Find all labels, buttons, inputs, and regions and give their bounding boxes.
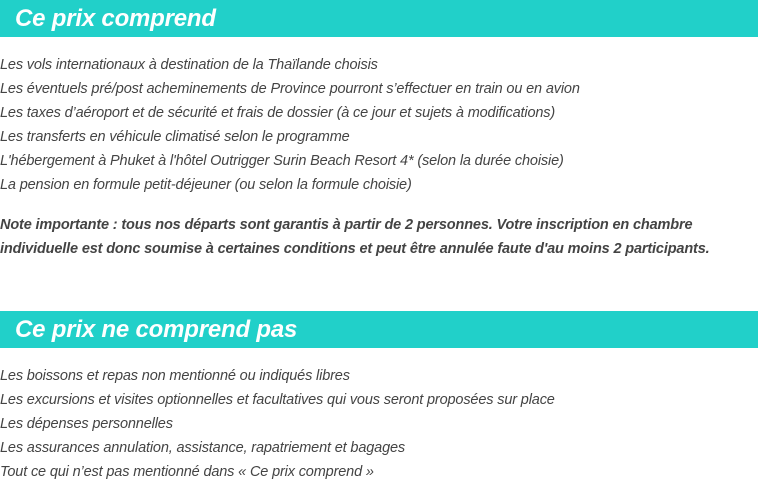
- excluded-section-header: [0, 311, 758, 348]
- included-item: Les taxes d’aéroport et de sécurité et frais de dossier (à ce jour et sujets à modifications): [0, 105, 556, 121]
- excluded-item: Les boissons et repas non mentionné ou indiqués libres: [0, 368, 350, 384]
- included-item: La pension en formule petit-déjeuner (ou selon la formule choisie): [0, 177, 412, 193]
- included-section-title: Ce prix comprend: [15, 4, 216, 32]
- excluded-section-title: Ce prix ne comprend pas: [15, 315, 298, 343]
- important-note: Note importante : tous nos départs sont garantis à partir de 2 personnes. Votre inscription en chambre individuelle est donc soumise à certaines conditions et peut être annulée faute d'au moins 2 participants.: [0, 217, 710, 257]
- included-items-list: [0, 53, 580, 197]
- excluded-item: Tout ce qui n’est pas mentionné dans « Ce prix comprend »: [0, 464, 374, 480]
- excluded-items-list: [0, 364, 555, 484]
- included-item: L'hébergement à Phuket à l'hôtel Outrigger Surin Beach Resort 4* (selon la durée choisie): [0, 153, 564, 169]
- included-section-header: [0, 0, 758, 37]
- included-item: Les éventuels pré/post acheminements de Province pourront s’effectuer en train ou en avion: [0, 81, 580, 97]
- excluded-item: Les excursions et visites optionnelles et facultatives qui vous seront proposées sur place: [0, 392, 555, 408]
- excluded-item: Les assurances annulation, assistance, rapatriement et bagages: [0, 440, 406, 456]
- excluded-item: Les dépenses personnelles: [0, 416, 173, 432]
- included-item: Les vols internationaux à destination de la Thaïlande choisis: [0, 57, 378, 73]
- included-item: Les transferts en véhicule climatisé selon le programme: [0, 129, 350, 145]
